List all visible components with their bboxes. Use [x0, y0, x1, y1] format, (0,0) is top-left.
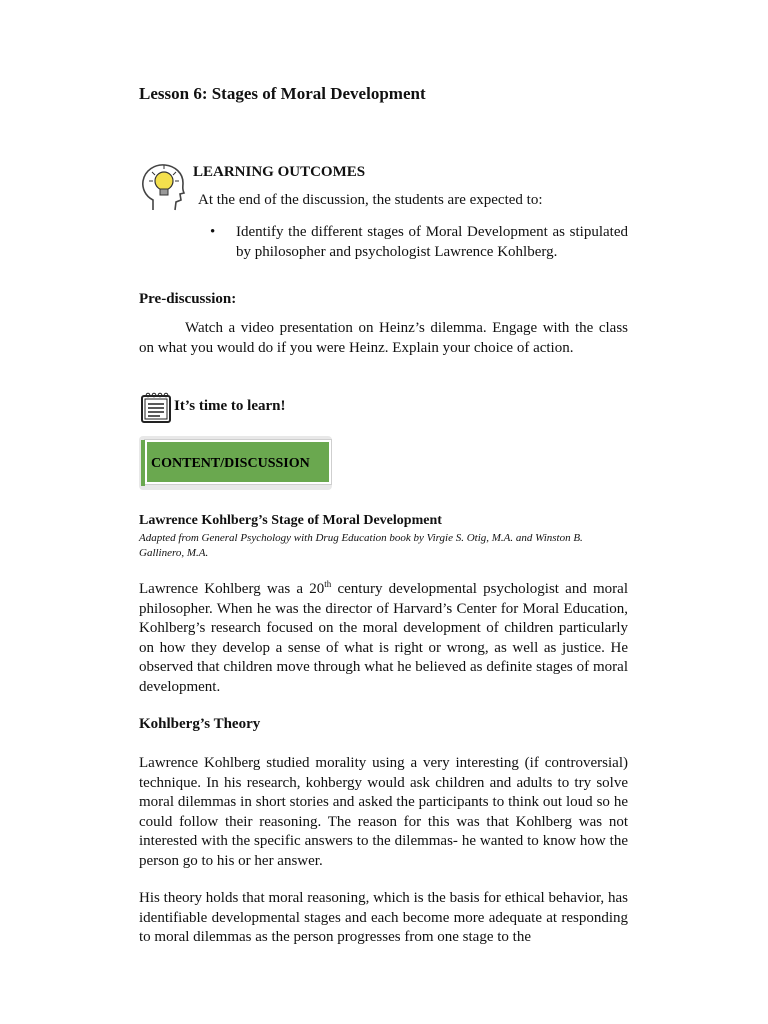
bullet-icon: • [210, 224, 216, 240]
learning-outcomes-heading: LEARNING OUTCOMES [193, 164, 366, 180]
ordinal-suffix: th [324, 579, 332, 589]
notepad-icon [139, 392, 173, 424]
learn-callout: It’s time to learn! [174, 398, 286, 414]
kohlberg-intro-paragraph [139, 580, 628, 698]
theory-paragraph-1: Lawrence Kohlberg studied morality using a very interesting (if controversial) technique. In his research, kohbergy would ask children and adults to try solve moral dilemmas in short stories and asked the participants to think out loud so he could follow their reasoning. The reason for this was that Kohlberg was not interested with the specific answers to the dilemmas- he wanted to know how the person go to his or her answer. [139, 755, 628, 869]
paragraph-text-start: Lawrence Kohlberg was a 20 [139, 581, 325, 597]
banner-label: CONTENT/DISCUSSION [151, 456, 310, 471]
pre-discussion-heading: Pre-discussion: [139, 291, 237, 307]
lightbulb-head-icon [139, 162, 187, 212]
section-heading: Lawrence Kohlberg’s Stage of Moral Development [139, 513, 442, 528]
paragraph-text-rest: century developmental psychologist and moral philosopher. When he was the director of Harvard’s Center for Moral Education, Kohlberg’s research focused on the moral development of children particularly on how they develop a sense of what is right or wrong, as well as justice. He observed that children move through what he believed as definite stages of moral development. [139, 581, 628, 695]
learning-outcome-item: Identify the different stages of Moral Development as stipulated by philosopher and psychologist Lawrence Kohlberg. [236, 224, 628, 260]
source-note: Adapted from General Psychology with Drug Education book by Virgie S. Otig, M.A. and Winston B. Gallinero, M.A. [139, 532, 583, 559]
theory-heading: Kohlberg’s Theory [139, 716, 261, 732]
theory-paragraph-2: His theory holds that moral reasoning, which is the basis for ethical behavior, has identifiable developmental stages and each become more adequate at responding to moral dilemmas as the person progresses from one stage to the [139, 890, 628, 946]
lesson-title: Lesson 6: Stages of Moral Development [139, 84, 426, 103]
banner-accent-bar [141, 440, 145, 486]
pre-discussion-text: Watch a video presentation on Heinz’s dilemma. Engage with the class on what you would do if you were Heinz. Explain your choice of action. [139, 320, 628, 356]
learning-outcomes-list [210, 222, 628, 262]
learning-outcomes-intro: At the end of the discussion, the students are expected to: [198, 192, 543, 208]
content-discussion-banner [139, 434, 335, 492]
